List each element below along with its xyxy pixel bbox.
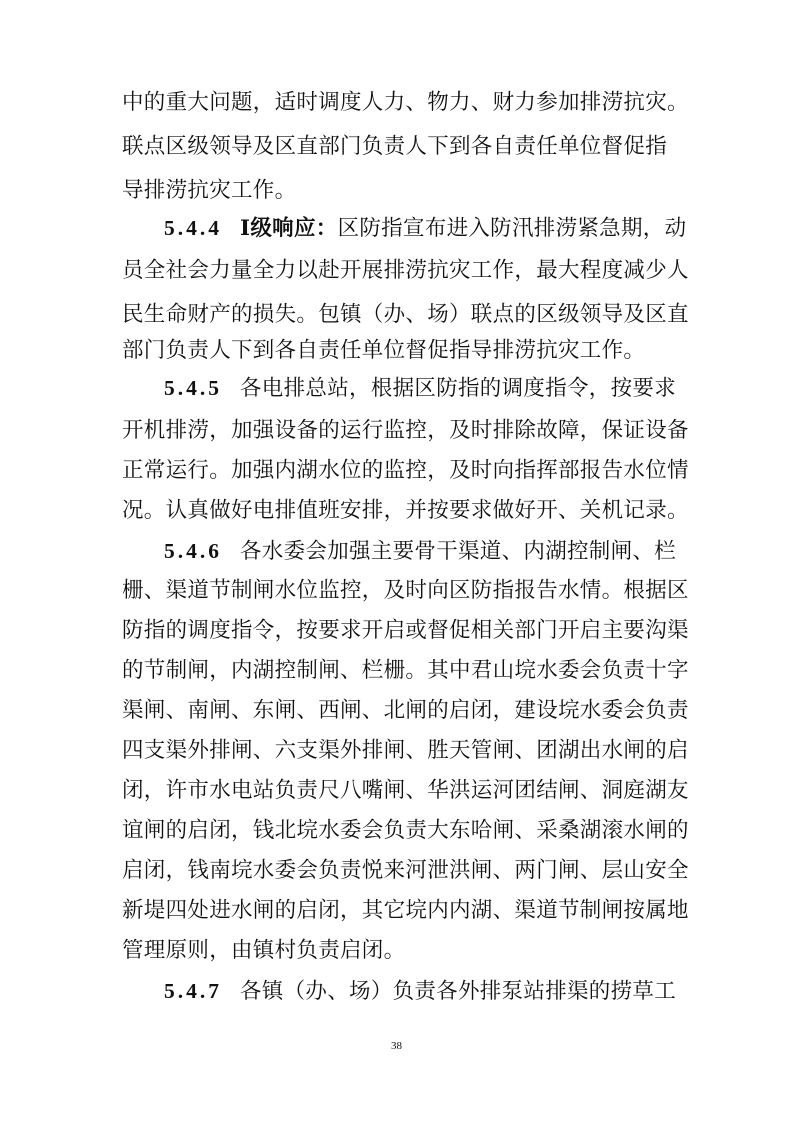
section-5-4-4-first-line bbox=[164, 208, 687, 248]
section-number: 5.4.5 bbox=[164, 376, 222, 400]
text-line: 防指的调度指令，按要求开启或督促相关部门开启主要沟渠 bbox=[122, 618, 689, 643]
text-line: 管理原则，由镇村负责启闭。 bbox=[122, 938, 406, 963]
text-line: 民生命财产的损失。包镇（办、场）联点的区级领导及区直 bbox=[122, 302, 689, 327]
text-line: 员全社会力量全力以赴开展排涝抗灾工作，最大程度减少人 bbox=[122, 258, 689, 283]
text-line: 新堤四处进水闸的启闭，其它垸内内湖、渠道节制闸按属地 bbox=[122, 898, 689, 923]
section-heading: I级响应： bbox=[240, 216, 338, 241]
section-number: 5.4.4 bbox=[164, 216, 222, 240]
text-line: 启闭，钱南垸水委会负责悦来河泄洪闸、两门闸、层山安全 bbox=[122, 858, 689, 883]
section-number: 5.4.7 bbox=[164, 979, 222, 1003]
text-line: 的节制闸，内湖控制闸、栏栅。其中君山垸水委会负责十字 bbox=[122, 658, 689, 683]
page-number: 38 bbox=[391, 1040, 402, 1052]
text-span: 区防指宣布进入防汛排涝紧急期，动 bbox=[337, 216, 687, 241]
section-number: 5.4.6 bbox=[164, 539, 222, 563]
section-5-4-7-first-line bbox=[164, 971, 682, 1011]
text-line: 开机排涝，加强设备的运行监控，及时排除故障，保证设备 bbox=[122, 418, 689, 443]
section-5-4-5-first-line bbox=[164, 368, 682, 408]
section-5-4-6-first-line bbox=[164, 531, 682, 571]
text-line: 谊闸的启闭，钱北垸水委会负责大东哈闸、采桑湖滚水闸的 bbox=[122, 818, 689, 843]
text-line: 正常运行。加强内湖水位的监控，及时向指挥部报告水位情 bbox=[122, 458, 689, 483]
text-line: 中的重大问题，适时调度人力、物力、财力参加排涝抗灾。 bbox=[122, 90, 689, 115]
text-line: 部门负责人下到各自责任单位督促指导排涝抗灾工作。 bbox=[122, 338, 646, 363]
text-line: 导排涝抗灾工作。 bbox=[122, 178, 297, 203]
text-line: 渠闸、南闸、东闸、西闸、北闸的启闭，建设垸水委会负责 bbox=[122, 698, 689, 723]
text-line: 联点区级领导及区直部门负责人下到各自责任单位督促指 bbox=[122, 134, 668, 159]
text-span: 各镇（办、场）负责各外排泵站排渠的捞草工 bbox=[240, 979, 677, 1004]
text-line: 栅、渠道节制闸水位监控，及时向区防指报告水情。根据区 bbox=[122, 578, 689, 603]
text-span: 各电排总站，根据区防指的调度指令，按要求 bbox=[240, 376, 677, 401]
text-line: 四支渠外排闸、六支渠外排闸、胜天管闸、团湖出水闸的启 bbox=[122, 738, 689, 763]
text-line: 闭，许市水电站负责尺八嘴闸、华洪运河团结闸、洞庭湖友 bbox=[122, 778, 689, 803]
text-line: 况。认真做好电排值班安排，并按要求做好开、关机记录。 bbox=[122, 498, 689, 523]
text-span: 各水委会加强主要骨干渠道、内湖控制闸、栏 bbox=[240, 539, 677, 564]
